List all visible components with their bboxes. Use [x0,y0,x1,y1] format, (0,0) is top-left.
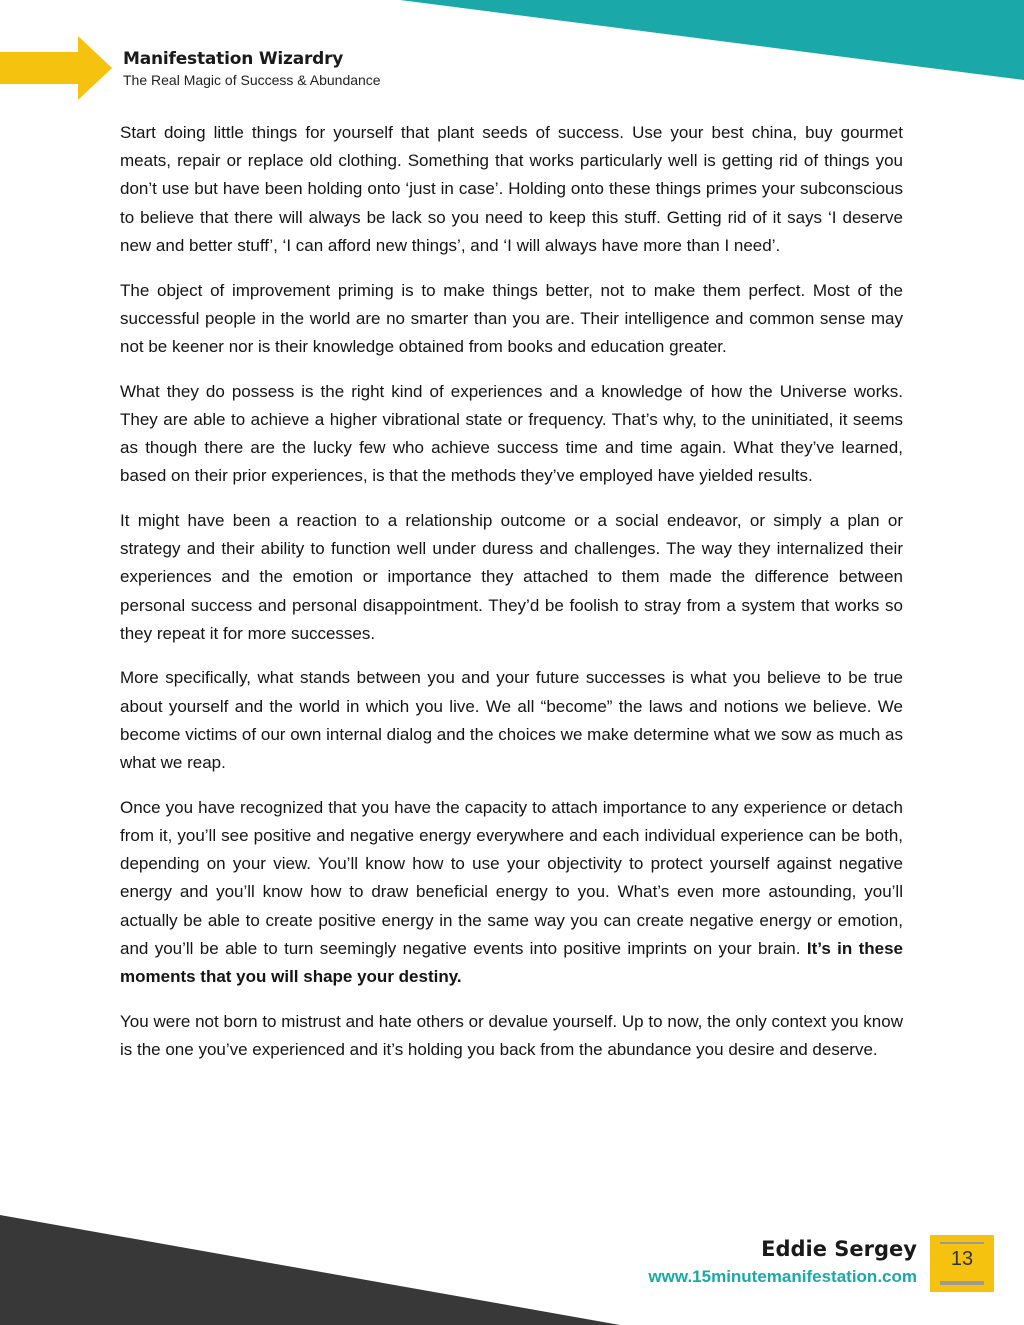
header-arrow-icon [0,36,112,100]
badge-top-rule [940,1242,984,1244]
paragraph: Start doing little things for yourself that plant seeds of success. Use your best china, buy gourmet meats, repair or replace old clothing. Something that works particularly well is getting rid of things you don’t use but have been holding onto ‘just in case’. Holding onto these things primes your subconscious to believe that there will always be lack so you need to keep this stuff. Getting rid of it says ‘I deserve new and better stuff’, ‘I can afford new things’, and ‘I will always have more than I need’. [120,123,903,255]
paragraph: What they do possess is the right kind of experiences and a knowledge of how the Universe works. They are able to achieve a higher vibrational state or frequency. That’s why, to the uninitiated, it seems as though there are the lucky few who achieve success time and time again. What they’ve learned, based on their prior experiences, is that the methods they’ve employed have yielded results. [120,381,903,486]
body-text [120,119,903,1081]
paragraph: More specifically, what stands between you and your future successes is what you believe to be true about yourself and the world in which you live. We all “become” the laws and notions we believe. We become victims of our own internal dialog and the choices we make determine what we sow as much as what we reap. [120,668,903,773]
badge-bottom-rule [940,1281,984,1285]
paragraph-text: Once you have recognized that you have the capacity to attach importance to any experience or detach from it, you’ll see positive and negative energy everywhere and each individual experience can be both, depending on your view. You’ll know how to use your objectivity to protect yourself against negative energy and you’ll know how to draw beneficial energy to you. What’s even more astounding, you’ll actually be able to create positive energy in the same way you can create negative energy or emotion, and you’ll be able to turn seemingly negative events into positive imprints on your brain. [120,797,903,958]
document-title: Manifestation Wizardry [123,49,344,69]
footer-dark-band [0,1215,620,1325]
paragraph: You were not born to mistrust and hate others or devalue yourself. Up to now, the only context you know is the one you’ve experienced and it’s holding you back from the abundance you desire and deserve. [120,1011,903,1059]
document-header [123,48,381,90]
bold-sentence: It’s in these moments that you will shape your destiny. [120,938,903,986]
paragraph [120,794,903,991]
author-name: Eddie Sergey [761,1237,917,1261]
paragraph: The object of improvement priming is to make things better, not to make them perfect. Most of the successful people in the world are no smarter than you are. Their intelligence and common sense may not be keener nor is their knowledge obtained from books and education greater. [120,280,903,356]
website-link[interactable]: www.15minutemanifestation.com [648,1267,917,1286]
page-number-badge [930,1235,994,1292]
paragraph: It might have been a reaction to a relationship outcome or a social endeavor, or simply a plan or strategy and their ability to function well under duress and challenges. The way they internalized their experiences and the emotion or importance they attached to them made the difference between personal success and personal disappointment. They’d be foolish to stray from a system that works so they repeat it for more successes. [120,510,903,643]
page-number: 13 [950,1248,974,1270]
document-subtitle: The Real Magic of Success & Abundance [123,72,381,88]
